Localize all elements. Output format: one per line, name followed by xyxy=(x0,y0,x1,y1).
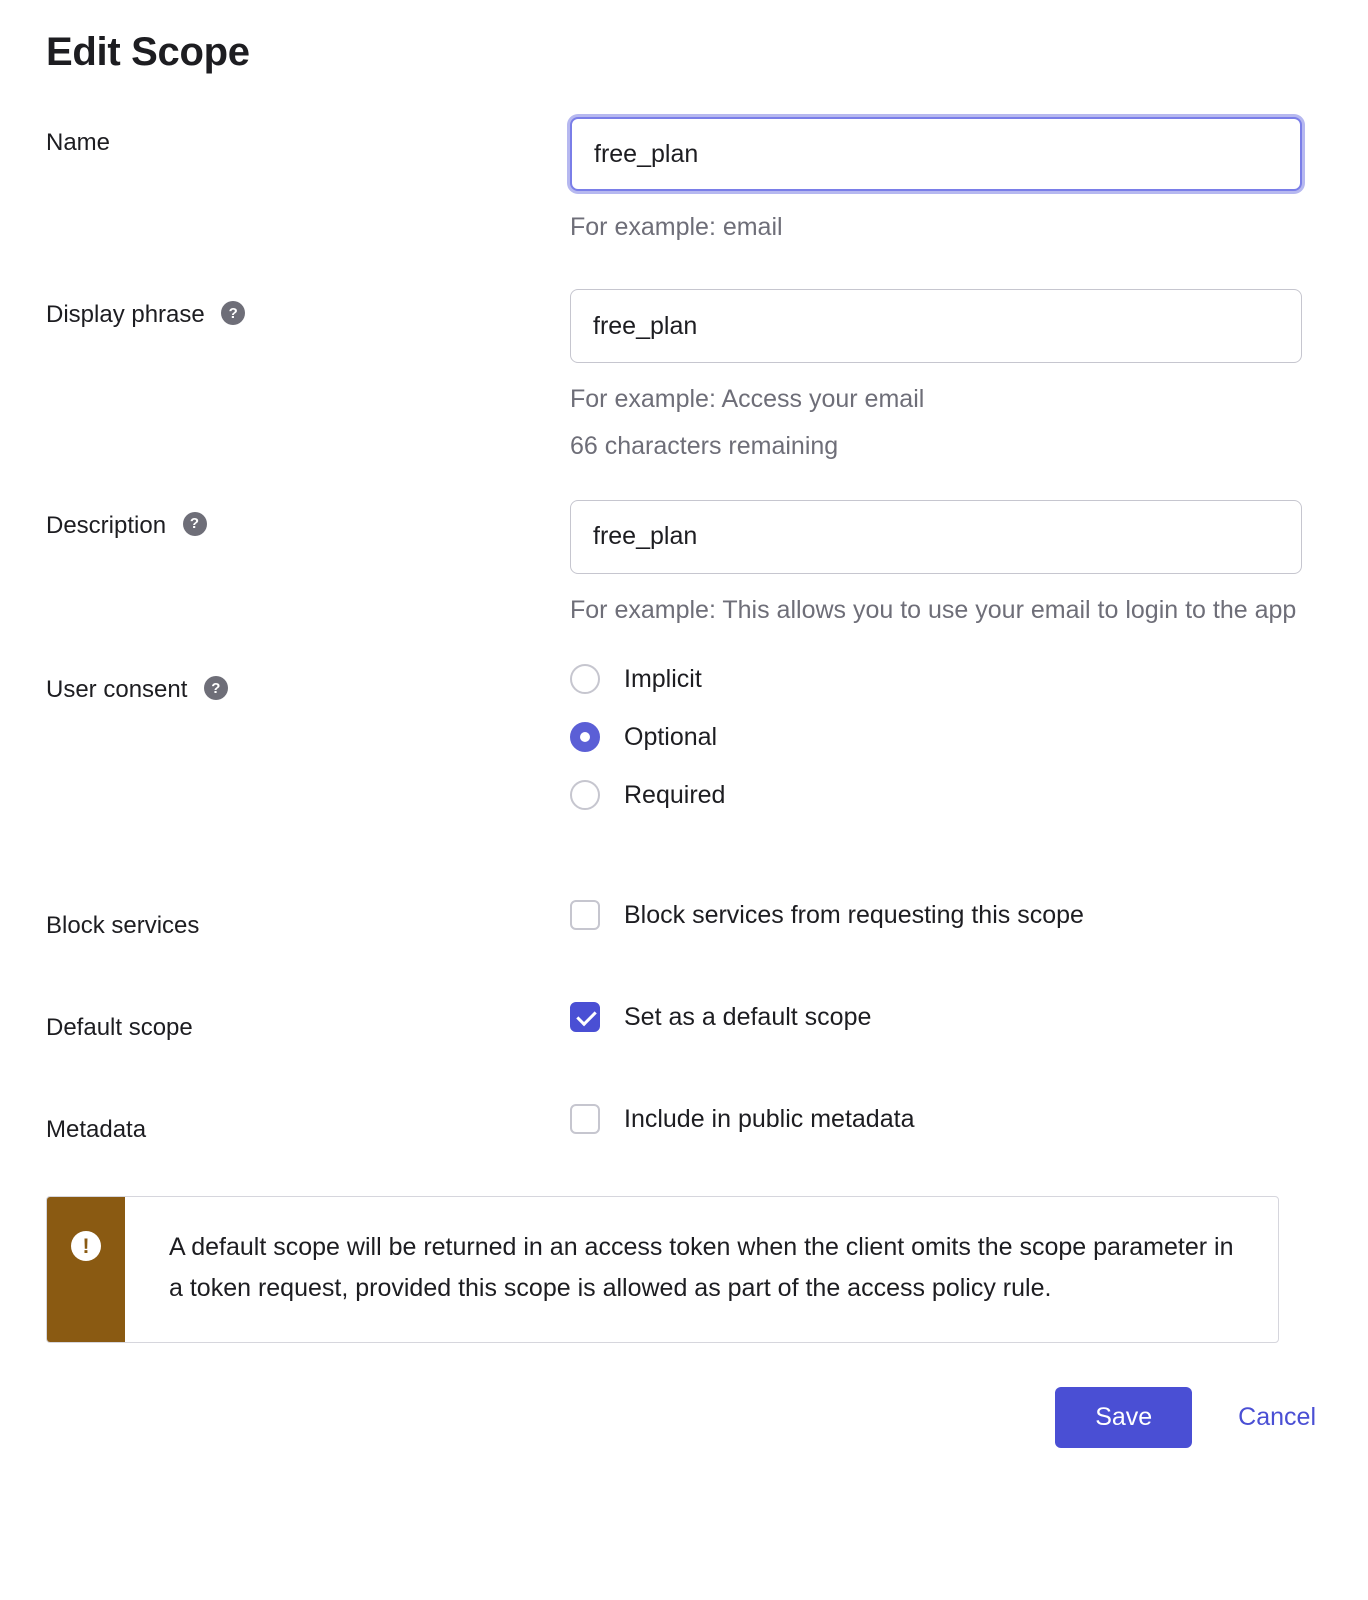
field-row-name xyxy=(46,117,1322,245)
checkbox-icon-metadata[interactable] xyxy=(570,1104,600,1134)
field-row-default-scope xyxy=(46,1002,1322,1042)
label-metadata xyxy=(46,1104,570,1144)
radio-icon-implicit[interactable] xyxy=(570,664,600,694)
edit-scope-form xyxy=(46,117,1322,1458)
checkbox-icon-default-scope[interactable] xyxy=(570,1002,600,1032)
radio-icon-optional[interactable] xyxy=(570,722,600,752)
field-row-metadata xyxy=(46,1104,1322,1144)
help-icon[interactable]: ? xyxy=(204,676,228,700)
radio-label-required[interactable]: Required xyxy=(624,780,726,809)
display-phrase-counter: 66 characters remaining xyxy=(570,431,839,460)
cancel-button[interactable]: Cancel xyxy=(1232,1387,1322,1448)
description-hint: For example: This allows you to use your email to login to the app xyxy=(570,595,1297,624)
radio-icon-required[interactable] xyxy=(570,780,600,810)
checkbox-default-scope[interactable] xyxy=(570,1002,1322,1032)
help-icon[interactable]: ? xyxy=(183,512,207,536)
label-user-consent-text: User consent xyxy=(46,676,188,703)
callout-text: A default scope will be returned in an access token when the client omits the scope parameter in a token request, provided this scope is allowed as part of the access policy rule. xyxy=(169,1233,1234,1302)
name-input[interactable] xyxy=(570,117,1302,191)
label-user-consent xyxy=(46,664,570,704)
radio-label-optional[interactable]: Optional xyxy=(624,722,718,751)
field-row-block-services xyxy=(46,900,1322,940)
checkbox-metadata[interactable] xyxy=(570,1104,1322,1134)
radio-option-required[interactable] xyxy=(570,780,1322,810)
radio-label-implicit[interactable]: Implicit xyxy=(624,664,702,693)
callout-accent-bar xyxy=(47,1197,125,1342)
radio-option-optional[interactable] xyxy=(570,722,1322,752)
field-row-description xyxy=(46,500,1322,628)
save-button[interactable]: Save xyxy=(1055,1387,1192,1448)
display-phrase-hint: For example: Access your email xyxy=(570,385,925,414)
description-input[interactable] xyxy=(570,500,1302,574)
checkbox-icon-block-services[interactable] xyxy=(570,900,600,930)
radio-option-implicit[interactable] xyxy=(570,664,1322,694)
checkbox-label-metadata[interactable]: Include in public metadata xyxy=(624,1104,915,1133)
name-hint: For example: email xyxy=(570,213,783,241)
page-title: Edit Scope xyxy=(46,30,250,74)
checkbox-label-block-services[interactable]: Block services from requesting this scope xyxy=(624,900,1084,929)
label-default-scope-text: Default scope xyxy=(46,1014,193,1041)
label-display-phrase-text: Display phrase xyxy=(46,301,205,329)
field-row-display-phrase xyxy=(46,289,1322,464)
label-block-services xyxy=(46,900,570,940)
label-name xyxy=(46,117,570,157)
checkbox-label-default-scope[interactable]: Set as a default scope xyxy=(624,1002,872,1031)
label-name-text: Name xyxy=(46,129,111,156)
field-row-user-consent xyxy=(46,664,1322,838)
info-callout xyxy=(46,1196,1279,1343)
user-consent-radio-group xyxy=(570,664,1322,838)
warning-icon: ! xyxy=(71,1231,101,1261)
label-metadata-text: Metadata xyxy=(46,1116,147,1143)
display-phrase-input[interactable] xyxy=(570,289,1302,363)
help-icon[interactable]: ? xyxy=(221,301,245,325)
checkbox-block-services[interactable] xyxy=(570,900,1322,930)
label-description-text: Description xyxy=(46,511,167,539)
dialog-footer xyxy=(46,1387,1322,1458)
label-description xyxy=(46,500,570,540)
label-block-services-text: Block services xyxy=(46,912,200,939)
label-display-phrase xyxy=(46,289,570,329)
label-default-scope xyxy=(46,1002,570,1042)
